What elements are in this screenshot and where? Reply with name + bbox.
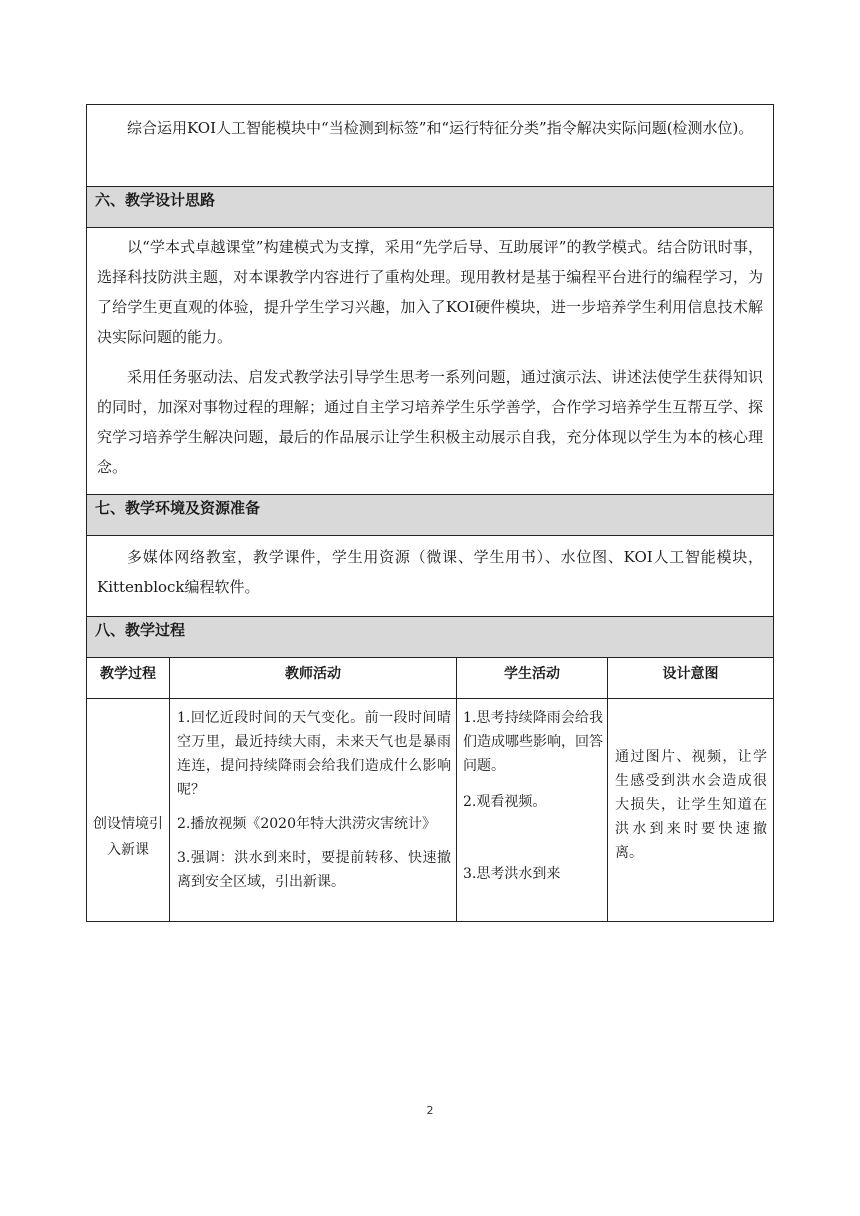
column-divider (607, 658, 608, 922)
column-header-intent: 设计意图 (662, 666, 719, 682)
column-header-stage: 教学过程 (100, 666, 156, 682)
section5-paragraph: 综合运用KOI人工智能模块中“当检测到标签”和“运行特征分类”指令解决实际问题(检测水位)。 (127, 119, 754, 137)
column-divider (456, 658, 457, 922)
student-activity-cell (463, 706, 603, 922)
section7-heading: 七、教学环境及资源准备 (87, 495, 773, 535)
student-step-3: 3.思考洪水到来 (463, 866, 561, 882)
stage-label: 创设情境引入新课 (93, 816, 163, 858)
section7-paragraph: 多媒体网络教室，教学课件，学生用资源（微课、学生用书）、水位图、KOI人工智能模块，Kittenblock编程软件。 (97, 548, 763, 596)
teacher-step-2: 2.播放视频《2020年特大洪涝灾害统计》 (177, 816, 436, 832)
design-intent-cell (615, 745, 767, 865)
section7-body (87, 536, 773, 616)
section6-body (87, 228, 773, 494)
section5-body (87, 105, 773, 187)
section6-paragraph-2: 采用任务驱动法、启发式教学法引导学生思考一系列问题，通过演示法、讲述法使学生获得知识的同时，加深对事物过程的理解；通过自主学习培养学生乐学善学，合作学习培养学生互帮互学、探究学习培养学生解决问题，最后的作品展示让学生积极主动展示自我，充分体现以学生为本的核心理念。 (97, 368, 763, 476)
teacher-step-1: 1.回忆近段时间的天气变化。前一段时间晴空万里，最近持续大雨，未来天气也是暴雨连连，提问持续降雨会给我们造成什么影响呢？ (177, 710, 451, 798)
divider (87, 698, 773, 699)
page-number: 2 (426, 1104, 434, 1117)
section8-heading: 八、教学过程 (87, 617, 773, 657)
student-step-2: 2.观看视频。 (463, 794, 547, 810)
teacher-activity-cell (177, 706, 451, 922)
stage-cell (91, 811, 165, 863)
student-step-1: 1.思考持续降雨会给我们造成哪些影响，回答问题。 (463, 710, 603, 774)
column-header-teacher: 教师活动 (285, 666, 341, 682)
section6-heading: 六、教学设计思路 (87, 187, 773, 227)
teacher-step-3: 3.强调：洪水到来时，要提前转移、快速撤离到安全区域，引出新课。 (177, 850, 451, 890)
design-intent-text: 通过图片、视频，让学生感受到洪水会造成很大损失，让学生知道在洪水到来时要快速撤离。 (615, 749, 767, 861)
section6-paragraph-1: 以“学本式卓越课堂”构建模式为支撑，采用“先学后导、互助展评”的教学模式。结合防讯时事，选择科技防洪主题，对本课教学内容进行了重构处理。现用教材是基于编程平台进行的编程学习，为了给学生更直观的体验，提升学生学习兴趣，加入了KOI硬件模块，进一步培养学生利用信息技术解决实际问题的能力。 (97, 238, 763, 346)
lesson-plan-table (86, 104, 774, 922)
column-header-student: 学生活动 (504, 666, 560, 682)
column-divider (169, 658, 170, 922)
